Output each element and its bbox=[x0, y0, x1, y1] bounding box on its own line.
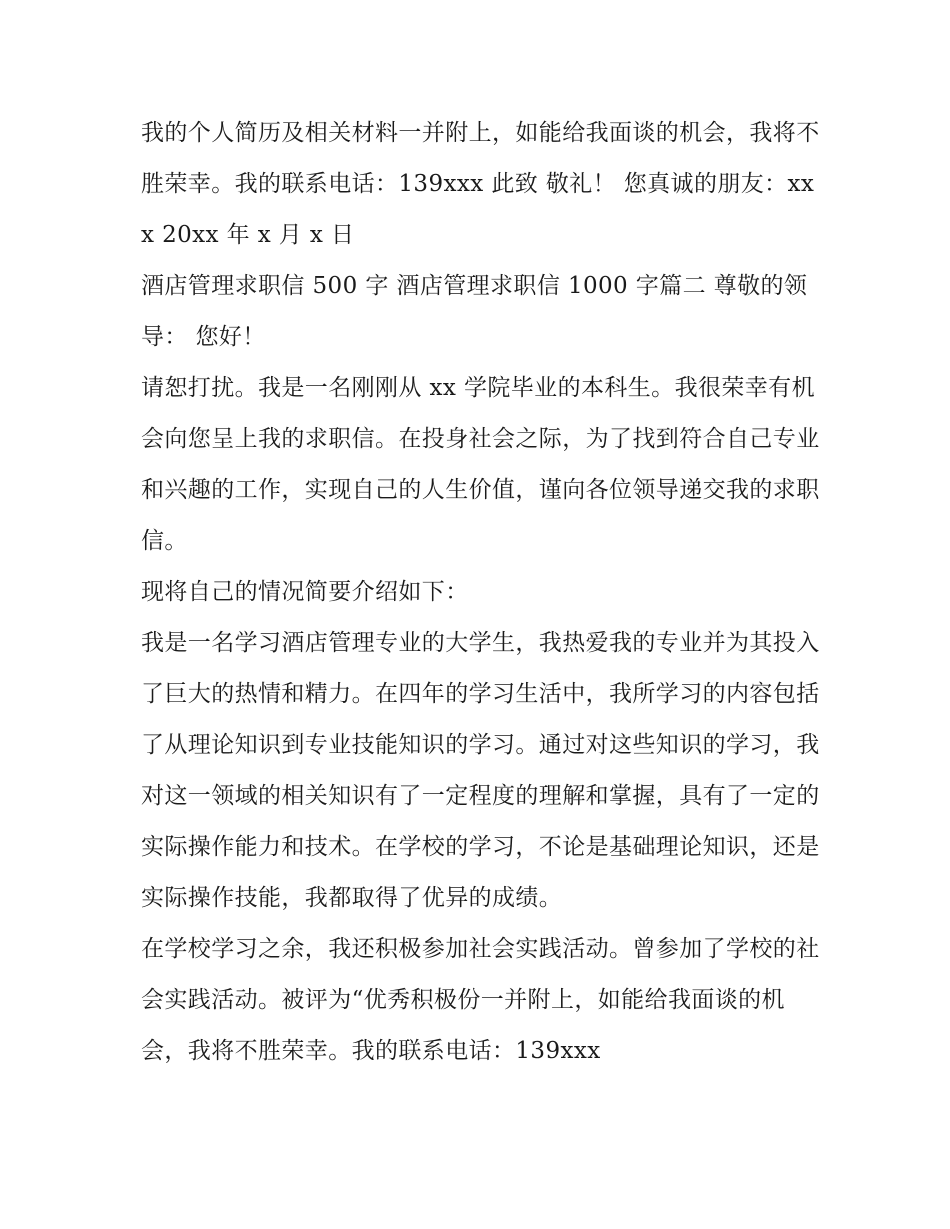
paragraph-closing: 我的个人简历及相关材料一并附上，如能给我面谈的机会，我将不胜荣幸。我的联系电话：139xxx 此致 敬礼！ 您真诚的朋友：xxx 20xx 年 x 月 x 日 bbox=[141, 120, 820, 248]
paragraph-overview: 现将自己的情况简要介绍如下： bbox=[141, 579, 469, 605]
paragraph-introduction: 请恕打扰。我是一名刚刚从 xx 学院毕业的本科生。我很荣幸有机会向您呈上我的求职信。在投身社会之际，为了找到符合自己专业和兴趣的工作，实现自己的人生价值，谨向各位领导递交我的求职信。 bbox=[141, 375, 820, 554]
document-body bbox=[141, 108, 821, 1077]
paragraph-title-greeting: 酒店管理求职信 500 字 酒店管理求职信 1000 字篇二 尊敬的领导： 您好！ bbox=[141, 273, 808, 350]
paragraph-study: 我是一名学习酒店管理专业的大学生，我热爱我的专业并为其投入了巨大的热情和精力。在四年的学习生活中，我所学习的内容包括了从理论知识到专业技能知识的学习。通过对这些知识的学习，我对这一领域的相关知识有了一定程度的理解和掌握，具有了一定的实际操作能力和技术。在学校的学习，不论是基础理论知识，还是实际操作技能，我都取得了优异的成绩。 bbox=[141, 630, 820, 911]
paragraph-practice: 在学校学习之余，我还积极参加社会实践活动。曾参加了学校的社会实践活动。被评为“优秀积极份一并附上，如能给我面谈的机会，我将不胜荣幸。我的联系电话：139xxx bbox=[141, 936, 820, 1064]
